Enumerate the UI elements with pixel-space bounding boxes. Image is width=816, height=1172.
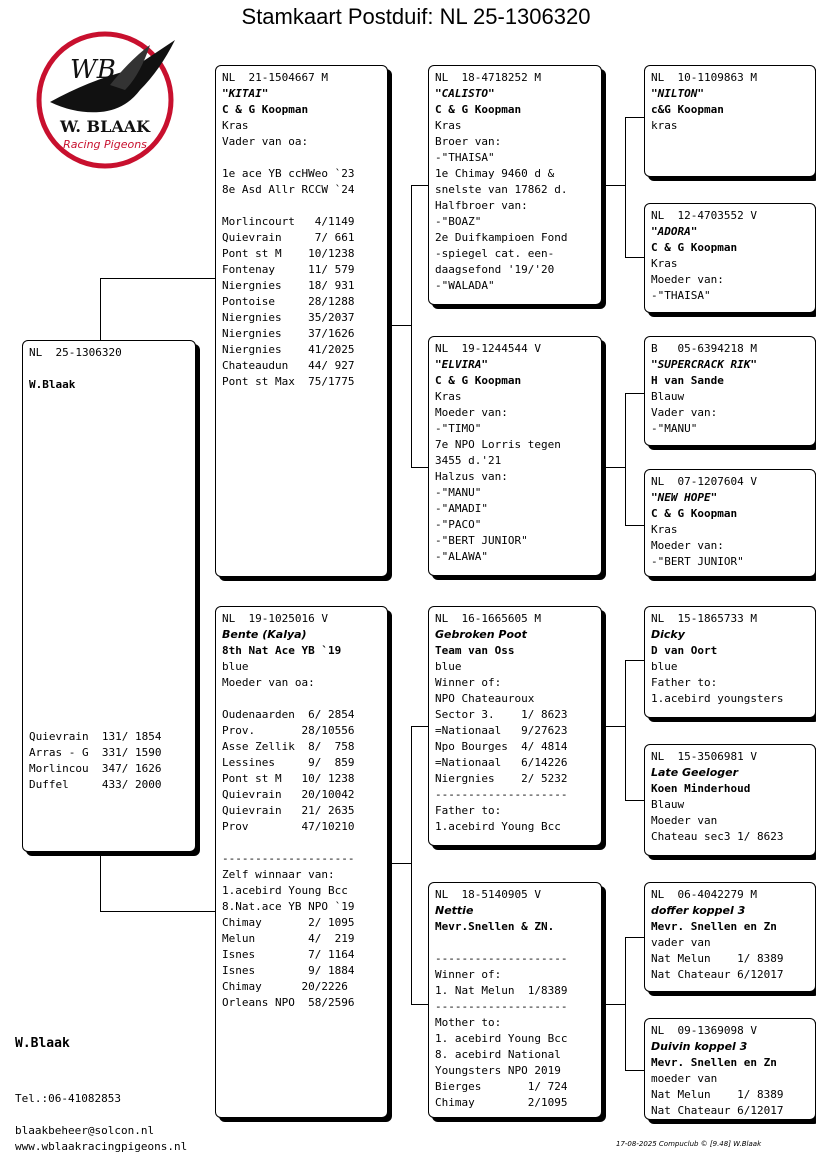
owner-website[interactable]: www.wblaakracingpigeons.nl [15, 1140, 188, 1153]
pedigree-line: NPO Chateauroux [435, 692, 535, 705]
pedigree-line [29, 617, 189, 633]
pedigree-line: Niergnies 41/2025 [222, 343, 355, 356]
pedigree-line [222, 150, 381, 166]
pedigree-line: Youngsters NPO 2019 [435, 1064, 561, 1077]
pedigree-line: Chimay 2/ 1095 [222, 916, 355, 929]
pedigree-line: "NILTON" [651, 87, 704, 100]
ring-number: NL 09-1369098 V [651, 1024, 757, 1037]
pedigree-line: Niergnies 37/1626 [222, 327, 355, 340]
logo-initials: WB [70, 55, 116, 85]
pedigree-line: Team van Oss [435, 644, 515, 657]
pedigree-box-father [215, 65, 388, 577]
pedigree-line [29, 473, 189, 489]
pedigree-box-mf [428, 606, 602, 846]
pedigree-line: Isnes 9/ 1884 [222, 964, 355, 977]
pedigree-line: Gebroken Poot [435, 628, 527, 641]
pedigree-line: Kras [435, 119, 462, 132]
pedigree-line: -spiegel cat. een- [435, 247, 555, 260]
ring-number: NL 15-1865733 M [651, 612, 757, 625]
pedigree-line: 1e ace YB ccHWeo `23 [222, 167, 355, 180]
pedigree-line: Fontenay 11/ 579 [222, 263, 355, 276]
pedigree-line: Father to: [435, 804, 502, 817]
print-stamp: 17-08-2025 Compuclub © [9.48] W.Blaak [616, 1140, 762, 1148]
pedigree-line [29, 569, 189, 585]
pedigree-line [29, 521, 189, 537]
pedigree-line: blue [651, 660, 678, 673]
pedigree-line: doffer koppel 3 [651, 904, 746, 917]
pedigree-line [29, 601, 189, 617]
pedigree-line: Lessines 9/ 859 [222, 756, 355, 769]
pedigree-line: -"BOAZ" [435, 215, 482, 228]
owner-name: W.Blaak [15, 1036, 70, 1051]
pedigree-line [29, 393, 189, 409]
ring-number: NL 16-1665605 M [435, 612, 541, 625]
pedigree-line: Npo Bourges 4/ 4814 [435, 740, 568, 753]
pedigree-line: -"PACO" [435, 518, 482, 531]
pedigree-line: 1e Chimay 9460 d & [435, 167, 555, 180]
pedigree-line: 7e NPO Lorris tegen [435, 438, 561, 451]
pedigree-line: Mother to: [435, 1016, 502, 1029]
pedigree-line: Nat Chateaur 6/12017 [651, 968, 784, 981]
pedigree-line: Orleans NPO 58/2596 [222, 996, 355, 1009]
pedigree-line: Koen Minderhoud [651, 782, 751, 795]
pedigree-box-mfm [644, 744, 816, 856]
pedigree-box-root [22, 340, 196, 852]
pedigree-box-ffm [644, 203, 816, 313]
pedigree-line: -"ALAWA" [435, 550, 488, 563]
pedigree-line: Nettie [435, 904, 474, 917]
pedigree-line: 2e Duifkampioen Fond [435, 231, 568, 244]
ring-number: NL 06-4042279 M [651, 888, 757, 901]
pedigree-line: Pont st M 10/1238 [222, 247, 355, 260]
pedigree-line: D van Oort [651, 644, 718, 657]
pedigree-line [29, 425, 189, 441]
pedigree-line: Mevr. Snellen en Zn [651, 1056, 777, 1069]
pedigree-line [29, 409, 189, 425]
pedigree-line: =Nationaal 6/14226 [435, 756, 568, 769]
pedigree-box-fmf [644, 336, 816, 446]
pedigree-line: -"MANU" [435, 486, 482, 499]
pedigree-line [29, 633, 189, 649]
pedigree-line: 8. acebird National [435, 1048, 561, 1061]
ring-number: NL 18-4718252 M [435, 71, 541, 84]
pedigree-line [222, 835, 381, 851]
ring-number: NL 19-1025016 V [222, 612, 328, 625]
pedigree-line: "ELVIRA" [435, 358, 488, 371]
ring-number: NL 21-1504667 M [222, 71, 328, 84]
pedigree-line: Vader van oa: [222, 135, 309, 148]
pedigree-line: Prov 47/10210 [222, 820, 355, 833]
pedigree-line: Arras - G 331/ 1590 [29, 746, 162, 759]
pedigree-line: =Nationaal 9/27623 [435, 724, 568, 737]
pedigree-line: Duffel 433/ 2000 [29, 778, 162, 791]
pedigree-line [29, 681, 189, 697]
logo [30, 30, 180, 170]
pedigree-line: 1. Nat Melun 1/8389 [435, 984, 568, 997]
pedigree-line: Bente (Kalya) [222, 628, 307, 641]
ring-number: NL 15-3506981 V [651, 750, 757, 763]
pedigree-line [29, 713, 189, 729]
pedigree-line: Asse Zellik 8/ 758 [222, 740, 355, 753]
pedigree-line: -------------------- [435, 788, 568, 801]
pedigree-line: snelste van 17862 d. [435, 183, 568, 196]
pedigree-line: -------------------- [435, 952, 568, 965]
pedigree-box-mmm [644, 1018, 816, 1120]
pedigree-line [29, 585, 189, 601]
pedigree-line: c&G Koopman [651, 103, 724, 116]
pedigree-line: Bierges 1/ 724 [435, 1080, 568, 1093]
pedigree-line: blue [435, 660, 462, 673]
pedigree-line: 8.Nat.ace YB NPO `19 [222, 900, 355, 913]
pedigree-line: 1. acebird Young Bcc [435, 1032, 568, 1045]
pedigree-box-fmm [644, 469, 816, 577]
pedigree-line: Moeder van [651, 814, 718, 827]
pedigree-line: blue [222, 660, 249, 673]
pedigree-line: Blauw [651, 390, 685, 403]
pedigree-line: Broer van: [435, 135, 502, 148]
pedigree-line: Niergnies 2/ 5232 [435, 772, 568, 785]
pedigree-line: daagsefond '19/'20 [435, 263, 555, 276]
pedigree-line [29, 553, 189, 569]
pedigree-line: Quievrain 7/ 661 [222, 231, 355, 244]
pedigree-line: C & G Koopman [651, 241, 738, 254]
ring-number: NL 18-5140905 V [435, 888, 541, 901]
pedigree-line: Oudenaarden 6/ 2854 [222, 708, 355, 721]
pedigree-line [222, 691, 381, 707]
pedigree-line [29, 489, 189, 505]
pedigree-line [29, 361, 189, 377]
pedigree-line: Mevr.Snellen & ZN. [435, 920, 555, 933]
pedigree-line: -"THAISA" [435, 151, 495, 164]
pedigree-line: Chimay 20/2226 [222, 980, 348, 993]
pedigree-line: Halzus van: [435, 470, 508, 483]
pedigree-line: Moeder van: [435, 406, 508, 419]
ring-number: NL 10-1109863 M [651, 71, 757, 84]
pedigree-line: Chateaudun 44/ 927 [222, 359, 355, 372]
owner-email[interactable]: blaakbeheer@solcon.nl [15, 1124, 155, 1137]
pedigree-line [222, 198, 381, 214]
pedigree-line: Quievrain 131/ 1854 [29, 730, 162, 743]
pedigree-line: Winner of: [435, 968, 502, 981]
pedigree-line [29, 457, 189, 473]
pedigree-line: -"AMADI" [435, 502, 488, 515]
pedigree-line: Duivin koppel 3 [651, 1040, 748, 1053]
pedigree-line: Father to: [651, 676, 718, 689]
pedigree-line: Isnes 7/ 1164 [222, 948, 355, 961]
pedigree-line: Quievrain 20/10042 [222, 788, 355, 801]
ring-number: B 05-6394218 M [651, 342, 757, 355]
pedigree-line: H van Sande [651, 374, 724, 387]
pedigree-line: "CALISTO" [435, 87, 495, 100]
ring-number: NL 12-4703552 V [651, 209, 757, 222]
pedigree-box-fff [644, 65, 816, 177]
pedigree-line: Sector 3. 1/ 8623 [435, 708, 568, 721]
pedigree-line: Morlincourt 4/1149 [222, 215, 355, 228]
pedigree-line: Moeder van: [651, 539, 724, 552]
pedigree-line: Zelf winnaar van: [222, 868, 335, 881]
pedigree-box-mff [644, 606, 816, 718]
pedigree-line: -"WALADA" [435, 279, 495, 292]
pedigree-line: 1.acebird Young Bcc [222, 884, 348, 897]
pedigree-line: Kras [435, 390, 462, 403]
pedigree-line: Chimay 2/1095 [435, 1096, 568, 1109]
pedigree-box-ff [428, 65, 602, 305]
pedigree-line [29, 649, 189, 665]
pedigree-line: 8e Asd Allr RCCW `24 [222, 183, 355, 196]
pedigree-line: -"TIMO" [435, 422, 482, 435]
pedigree-line [29, 537, 189, 553]
pedigree-line: -------------------- [435, 1000, 568, 1013]
pedigree-line: Pont st M 10/ 1238 [222, 772, 355, 785]
pedigree-line [29, 505, 189, 521]
pedigree-line: 8th Nat Ace YB `19 [222, 644, 342, 657]
pedigree-box-mother [215, 606, 388, 1118]
pedigree-line: -------------------- [222, 852, 355, 865]
pedigree-line: C & G Koopman [435, 103, 522, 116]
ring-number: NL 25-1306320 [29, 346, 122, 359]
pedigree-line: -"MANU" [651, 422, 698, 435]
pedigree-line: -"BERT JUNIOR" [651, 555, 744, 568]
pedigree-line: "NEW HOPE" [651, 491, 718, 504]
page-title: Stamkaart Postduif: NL 25-1306320 [241, 4, 591, 29]
pedigree-box-mm [428, 882, 602, 1118]
pedigree-line: Niergnies 18/ 931 [222, 279, 355, 292]
pedigree-line: Nat Melun 1/ 8389 [651, 952, 784, 965]
pedigree-line: "SUPERCRACK RIK" [651, 358, 757, 371]
pedigree-line: Halfbroer van: [435, 199, 528, 212]
pedigree-line: C & G Koopman [651, 507, 738, 520]
pedigree-box-mmf [644, 882, 816, 992]
pedigree-line [435, 935, 595, 951]
pedigree-line: Kras [222, 119, 249, 132]
pedigree-line: Winner of: [435, 676, 502, 689]
pedigree-line: Melun 4/ 219 [222, 932, 355, 945]
pedigree-line: 1.acebird youngsters [651, 692, 784, 705]
pedigree-line: C & G Koopman [435, 374, 522, 387]
pedigree-line: moeder van [651, 1072, 718, 1085]
pedigree-line: Chateau sec3 1/ 8623 [651, 830, 784, 843]
pedigree-line: Kras [651, 523, 678, 536]
pedigree-line: kras [651, 119, 678, 132]
pedigree-line: Nat Melun 1/ 8389 [651, 1088, 784, 1101]
pedigree-line: Quievrain 21/ 2635 [222, 804, 355, 817]
pedigree-line: Dicky [651, 628, 685, 641]
pedigree-line: Moeder van oa: [222, 676, 315, 689]
pedigree-line: Mevr. Snellen en Zn [651, 920, 777, 933]
pedigree-line: Vader van: [651, 406, 718, 419]
pedigree-line [29, 665, 189, 681]
owner-tel: Tel.:06-41082853 [15, 1092, 121, 1105]
pedigree-line: Late Geeloger [651, 766, 739, 779]
pedigree-line: Niergnies 35/2037 [222, 311, 355, 324]
pedigree-line: Pontoise 28/1288 [222, 295, 355, 308]
pedigree-line: W.Blaak [29, 378, 76, 391]
pedigree-line: Kras [651, 257, 678, 270]
ring-number: NL 07-1207604 V [651, 475, 757, 488]
pedigree-line: Moeder van: [651, 273, 724, 286]
pedigree-line: "ADORA" [651, 225, 698, 238]
pedigree-line: Blauw [651, 798, 685, 811]
pedigree-line: C & G Koopman [222, 103, 309, 116]
pedigree-line [29, 441, 189, 457]
pedigree-box-fm [428, 336, 602, 576]
ring-number: NL 19-1244544 V [435, 342, 541, 355]
pedigree-line: Morlincou 347/ 1626 [29, 762, 162, 775]
logo-subtitle: Racing Pigeons [63, 138, 147, 151]
pedigree-line: "KITAI" [222, 87, 269, 100]
pedigree-line: 1.acebird Young Bcc [435, 820, 561, 833]
pedigree-line: 3455 d.'21 [435, 454, 502, 467]
pedigree-line: vader van [651, 936, 711, 949]
pedigree-line: Pont st Max 75/1775 [222, 375, 355, 388]
pedigree-line: Prov. 28/10556 [222, 724, 355, 737]
pedigree-line: -"THAISA" [651, 289, 711, 302]
logo-name: W. BLAAK [59, 117, 151, 136]
pedigree-line: -"BERT JUNIOR" [435, 534, 528, 547]
pedigree-line [29, 697, 189, 713]
pedigree-line: Nat Chateaur 6/12017 [651, 1104, 784, 1117]
